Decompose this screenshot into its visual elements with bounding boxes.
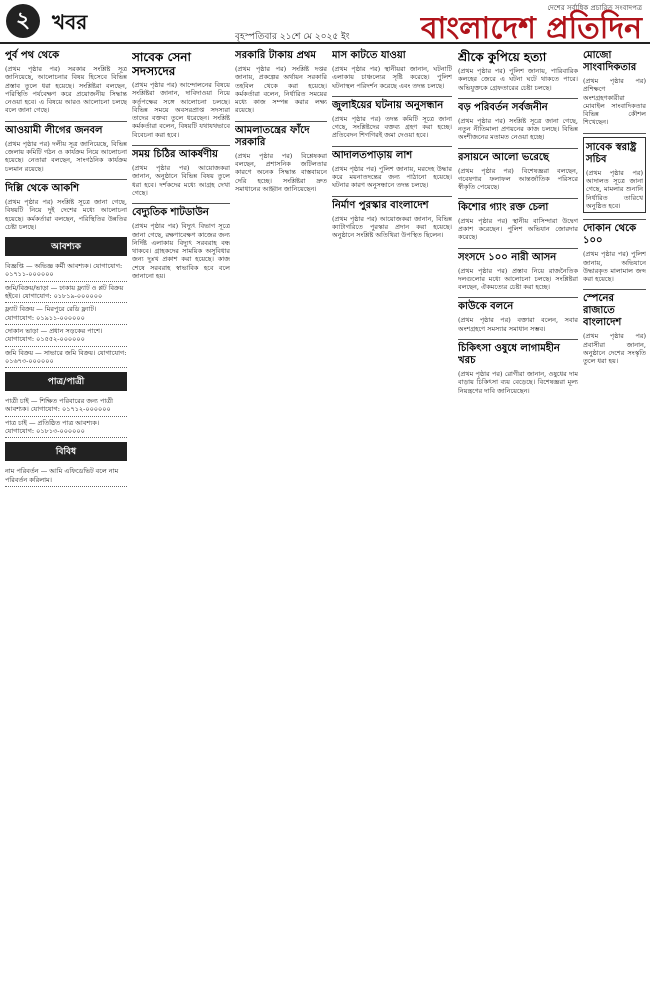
story: [583, 223, 646, 283]
divider: [5, 121, 127, 122]
story-body: (প্রথম পৃষ্ঠার পর) প্রস্তাব নিয়ে রাজনৈতিক দলগুলোর মধ্যে আলোচনা চলছে। সংশ্লিষ্টরা বলছেন, ঐকমত্যের চেষ্টা করা হচ্ছে।: [458, 266, 578, 292]
story-headline: আদালতপাড়ায় লাশ: [332, 149, 413, 161]
story-body: (প্রথম পৃষ্ঠার পর) পুলিশ জানায়, অভিযানে উদ্ধারকৃত মালামাল জব্দ করা হয়েছে।: [583, 250, 646, 284]
divider: [458, 198, 578, 199]
section-title: খবর: [52, 10, 88, 34]
classified-ad: দোকান ভাড়া — প্রধান সড়কের পাশে। যোগাযোগ: ০১৫৫২-০০০০০০: [5, 325, 127, 347]
divider: [5, 179, 127, 180]
story-body: (প্রথম পৃষ্ঠার পর) পুলিশ জানায়, পারিবারিক কলহের জেরে এ ঘটনা ঘটে থাকতে পারে। অভিযুক্তকে গ্রেফতারের চেষ্টা চলছে।: [458, 67, 578, 92]
column-5: [458, 48, 578, 980]
story-headline: সময় চিঠির আকর্ষণীয়: [132, 149, 218, 161]
column-3: [235, 48, 327, 698]
story: [332, 150, 452, 190]
story-body: (প্রথম পৃষ্ঠার পর) স্থানীয়রা জানান, ঘটনাটি এলাকায় চাঞ্চল্যের সৃষ্টি করেছে। পুলিশ ঘটনাস্থল পরিদর্শন করেছে এবং তদন্ত চলছে।: [332, 65, 452, 90]
divider: [235, 121, 327, 122]
logo-name: বাংলাদেশ প্রতিদিন: [420, 11, 642, 46]
divider: [458, 98, 578, 99]
story: [5, 183, 127, 231]
divider: [583, 219, 646, 220]
story: [583, 50, 646, 127]
divider: [458, 148, 578, 149]
masthead: [0, 0, 650, 44]
classified-ad: ফ্ল্যাট বিক্রয় — মিরপুরে রেডি ফ্ল্যাট। যোগাযোগ: ০১৯১১-০০০০০০: [5, 303, 127, 325]
story: [332, 50, 452, 90]
story: [458, 202, 578, 242]
story-body: (প্রথম পৃষ্ঠার পর) পুলিশ জানায়, মরদেহ উদ্ধার করে ময়নাতদন্তের জন্য পাঠানো হয়েছে। ঘটনার কারণ অনুসন্ধানে তদন্ত চলছে।: [332, 164, 452, 190]
classified-ad: জমি বিক্রয় — সাভারে জমি বিক্রয়। যোগাযোগ: ০১৬৭৩-০০০০০০: [5, 347, 127, 369]
story-headline: সাবেক সেনা সদস্যদের: [132, 50, 191, 78]
story-headline: শ্রীকে কুপিয়ে হত্যা: [458, 50, 547, 64]
story: [458, 301, 578, 333]
dateline: বৃহস্পতিবার ২১শে মে ২০২৫ ইং: [235, 32, 350, 42]
story-body: (প্রথম পৃষ্ঠার পর) দলীয় সূত্র জানিয়েছে, বিভিন্ন জেলায় কমিটি গঠন ও কার্যক্রম নিয়ে আলোচনা হয়েছে। নেতারা বলছেন, সাংগঠনিক কার্যক্রম চলমান রয়েছে।: [5, 139, 127, 173]
story-headline: আমলাতন্ত্রের ফাঁদে সরকারি: [235, 124, 310, 148]
divider: [332, 146, 452, 147]
story: [5, 125, 127, 173]
story: [458, 152, 578, 192]
story: [132, 149, 230, 197]
story-headline: স্পেনের রাজাতে বাংলাদেশ: [583, 293, 622, 329]
classified-ad: নাম পরিবর্তন — আমি এফিডেভিট বলে নাম পরিবর্তন করিলাম।: [5, 465, 127, 487]
story-headline: জুলাইয়ের ঘটনায় অনুসন্ধান: [332, 99, 444, 111]
story-headline: সরকারি টাকায় প্রথম: [235, 50, 316, 61]
story-headline: রসায়নে আলো ভরেছে: [458, 151, 549, 163]
divider: [332, 196, 452, 197]
column-1: [5, 48, 127, 980]
story-body: (প্রথম পৃষ্ঠার পর) সংশ্লিষ্ট সূত্রে জানা গেছে, বিষয়টি নিয়ে দুই দেশের মধ্যে আলোচনা হয়েছে। কর্মকর্তারা বলছেন, পরিস্থিতির উন্নতির চেষ্টা চলছে।: [5, 197, 127, 231]
story: [583, 293, 646, 365]
story-headline: মোজো সাংবাদিকতার: [583, 50, 637, 73]
classifieds-heading: পাত্র/পাত্রী: [5, 372, 127, 391]
classified-ad: জমি/বিক্রয়/ভাড়া — ঢাকায় ফ্ল্যাট ও প্লট বিক্রয় হইবে। যোগাযোগ: ০১৮১৯-০০০০০০: [5, 282, 127, 304]
story-body: (প্রথম পৃষ্ঠার পর) আদালত সূত্রে জানা গেছে, মামলার শুনানি নির্ধারিত তারিখে অনুষ্ঠিত হবে।: [586, 168, 643, 210]
column-2: [132, 48, 230, 698]
story-body: (প্রথম পৃষ্ঠার পর) রোগীরা জানান, ওষুধের দাম বাড়ায় চিকিৎসা ব্যয় বেড়েছে। বিশেষজ্ঞরা মূল্য নিয়ন্ত্রণের দাবি জানিয়েছেন।: [458, 370, 578, 395]
story: [583, 137, 646, 213]
story: [332, 200, 452, 240]
classified-ad: পাত্র চাই — প্রতিষ্ঠিত পাত্র আবশ্যক। যোগাযোগ: ০১৮১৩-০০০০০০: [5, 417, 127, 439]
story-body: (প্রথম পৃষ্ঠার পর) প্রশিক্ষণে অংশগ্রহণকারীরা মোবাইল সাংবাদিকতার বিভিন্ন কৌশল শিখেছেন।: [583, 77, 646, 127]
story: [458, 343, 578, 395]
story-body: (প্রথম পৃষ্ঠার পর) আয়োজকরা জানান, বিভিন্ন ক্যাটাগরিতে পুরস্কার প্রদান করা হয়েছে। অনুষ্ঠানে সংশ্লিষ্ট অতিথিরা উপস্থিত ছিলেন।: [332, 214, 452, 240]
story-headline: চিকিৎসা ওষুধে লাগামহীন খরচ: [458, 343, 560, 367]
story: [5, 50, 127, 115]
divider: [458, 248, 578, 249]
story-headline: সাবেক স্বরাষ্ট্র সচিব: [586, 141, 637, 165]
story-body: (প্রথম পৃষ্ঠার পর) সরকার সংশ্লিষ্ট সূত্র জানিয়েছে, আলোচনার বিষয় হিসেবে বিভিন্ন প্রস্তাব তুলে ধরা হয়েছে। সংশ্লিষ্টরা বলছেন, পরিস্থিতি পর্যবেক্ষণ করে প্রয়োজনীয় সিদ্ধান্ত নেওয়া হবে। এ বিষয়ে আরও আলোচনা চলছে বলে জানা গেছে।: [5, 65, 127, 115]
story-body: (প্রথম পৃষ্ঠার পর) স্থানীয় বাসিন্দারা উদ্বেগ প্রকাশ করেছেন। পুলিশ অভিযান জোরদার করেছে।: [458, 216, 578, 242]
story-headline: কিশোর গ্যাং রক্ত চেলা: [458, 201, 549, 213]
story-headline: সংসদে ১০০ নারী আসন: [458, 251, 557, 263]
story-headline: আওয়ামী লীগের জনবল: [5, 124, 103, 136]
divider: [458, 339, 578, 340]
divider: [458, 297, 578, 298]
story-body: (প্রথম পৃষ্ঠার পর) আয়োজকরা জানান, অনুষ্ঠানে বিভিন্ন বিষয় তুলে ধরা হবে। দর্শকদের মধ্যে আগ্রহ দেখা গেছে।: [132, 164, 230, 197]
story-headline: বড় পরিবর্তন সর্বজনীন: [458, 101, 548, 113]
story: [458, 102, 578, 142]
story: [458, 50, 578, 92]
story-body: (প্রথম পৃষ্ঠার পর) বিশেষজ্ঞরা বলছেন, গবেষণার ফলাফল আন্তর্জাতিক পরিসরে স্বীকৃতি পেয়েছে।: [458, 166, 578, 192]
story: [235, 50, 327, 115]
story-headline: বেদ্যুতিক শাটডাউন: [132, 207, 209, 219]
divider: [583, 133, 646, 134]
story-body: (প্রথম পৃষ্ঠার পর) বিদ্যুৎ বিভাগ সূত্রে জানা গেছে, রক্ষণাবেক্ষণ কাজের জন্য নির্দিষ্ট এলাকায় বিদ্যুৎ সরবরাহ বন্ধ থাকবে। গ্রাহকদের সাময়িক অসুবিধার জন্য দুঃখ প্রকাশ করা হয়েছে। কাজ শেষে সরবরাহ স্বাভাবিক হবে বলে জানানো হয়।: [132, 222, 230, 281]
classified-ad: পাত্রী চাই — শিক্ষিত পরিবারের জন্য পাত্রী আবশ্যক। যোগাযোগ: ০১৭১২-০০০০০০: [5, 395, 127, 417]
classifieds-heading: বিবিধ: [5, 442, 127, 461]
classifieds-heading: আবশ্যক: [5, 237, 127, 256]
story: [132, 50, 230, 139]
story: [332, 100, 452, 140]
story-body: (প্রথম পৃষ্ঠার পর) সংশ্লিষ্ট দপ্তর জানায়, প্রকল্পের অর্থায়ন সরকারি তহবিল থেকে করা হয়েছে। কর্মকর্তারা বলেন, নির্ধারিত সময়ের মধ্যে কাজ সম্পন্ন করার লক্ষ্য রয়েছে।: [235, 65, 327, 115]
story-headline: কাউকে বলনে: [458, 301, 514, 313]
column-4: [332, 48, 452, 980]
column-6: [583, 48, 646, 980]
story: [235, 125, 327, 193]
story-headline: মাস কাটতে যাওয়া: [332, 50, 406, 61]
story-headline: দিল্লি থেকে আকশি: [5, 182, 80, 194]
divider: [332, 96, 452, 97]
classified-ad: বিজ্ঞপ্তি — অভিজ্ঞ কর্মী আবশ্যক। যোগাযোগ: ০১৭১১-০০০০০০: [5, 260, 127, 282]
story-headline: পুর্ব পথ থেকে: [5, 50, 60, 61]
divider: [132, 203, 230, 204]
story-body: (প্রথম পৃষ্ঠার পর) প্রবাসীরা জানান, অনুষ্ঠানে দেশের সংস্কৃতি তুলে ধরা হয়।: [583, 332, 646, 366]
story: [132, 207, 230, 280]
page-number: ২: [6, 4, 40, 38]
story-body: (প্রথম পৃষ্ঠার পর) আন্দোলনের বিষয়ে সংশ্লিষ্টরা জানান, দাবিদাওয়া নিয়ে কর্তৃপক্ষের সঙ্গে আলোচনা চলছে। বিভিন্ন সময়ে অবসরপ্রাপ্ত সদস্যরা তাদের বক্তব্য তুলে ধরেছেন। সংশ্লিষ্ট কর্মকর্তারা বলেন, বিষয়টি যথাযথভাবে বিবেচনা করা হবে।: [132, 81, 230, 139]
newspaper-logo: [421, 2, 642, 44]
story-headline: নির্মাণ পুরস্কার বাংলাদেশ: [332, 199, 429, 211]
divider: [583, 289, 646, 290]
story-body: (প্রথম পৃষ্ঠার পর) সংশ্লিষ্ট সূত্রে জানা গেছে, নতুন নীতিমালা প্রণয়নের কাজ চলছে। বিভিন্ন অংশীজনের মতামত নেওয়া হচ্ছে।: [458, 116, 578, 142]
story-body: (প্রথম পৃষ্ঠার পর) বক্তারা বলেন, সবার অংশগ্রহণে সমস্যার সমাধান সম্ভব।: [458, 316, 578, 333]
story: [458, 252, 578, 292]
story-headline: দোকান থেকে ১০০: [583, 223, 637, 247]
logo-tagline: দেশের সর্বাধিক প্রচারিত সংবাদপত্র: [547, 4, 642, 12]
story-body: (প্রথম পৃষ্ঠার পর) তদন্ত কমিটি সূত্রে জানা গেছে, সংশ্লিষ্টদের বক্তব্য গ্রহণ করা হচ্ছে। প্রতিবেদন শিগগিরই জমা দেওয়া হবে।: [332, 114, 452, 140]
story-body: (প্রথম পৃষ্ঠার পর) বিশ্লেষকরা বলছেন, প্রশাসনিক জটিলতার কারণে অনেক সিদ্ধান্ত বাস্তবায়নে দেরি হচ্ছে। সংশ্লিষ্টরা দ্রুত সমাধানের আহ্বান জানিয়েছেন।: [235, 151, 327, 193]
divider: [132, 145, 230, 146]
